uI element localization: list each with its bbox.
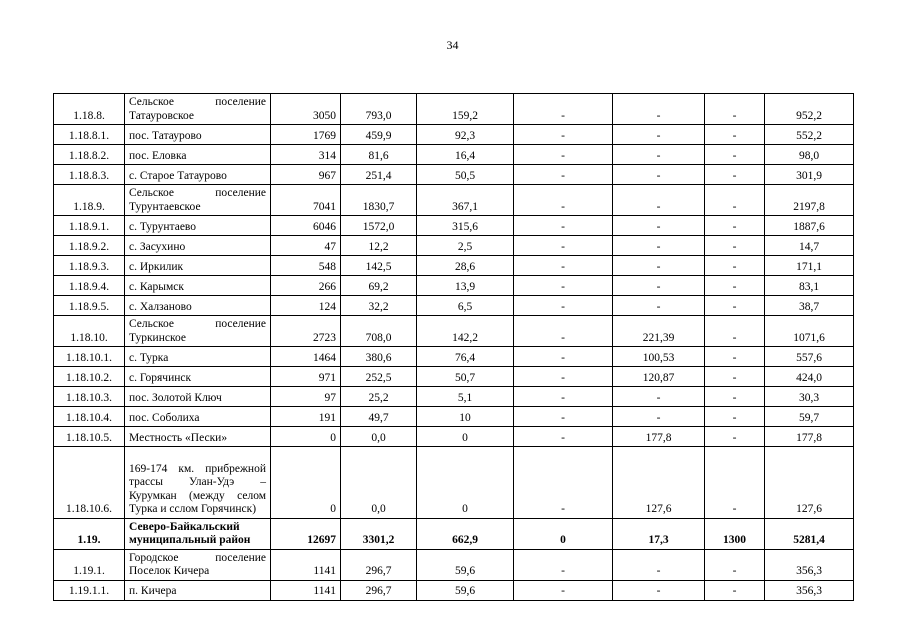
cell-col-1: 266	[271, 276, 341, 296]
cell-name: с. Халзаново	[125, 296, 271, 316]
cell-col-3: 59,6	[417, 549, 514, 580]
cell-col-3: 5,1	[417, 387, 514, 407]
cell-code: 1.18.8.	[54, 94, 125, 125]
cell-code: 1.18.9.5.	[54, 296, 125, 316]
cell-col-7: 177,8	[765, 427, 854, 447]
cell-code: 1.19.	[54, 518, 125, 549]
cell-col-3: 142,2	[417, 316, 514, 347]
cell-code: 1.18.10.	[54, 316, 125, 347]
cell-code: 1.18.10.4.	[54, 407, 125, 427]
table-row	[54, 518, 854, 549]
cell-col-7: 356,3	[765, 549, 854, 580]
cell-col-2: 380,6	[341, 347, 417, 367]
cell-col-7: 59,7	[765, 407, 854, 427]
table-row	[54, 427, 854, 447]
cell-col-2: 25,2	[341, 387, 417, 407]
cell-col-5: -	[613, 125, 705, 145]
cell-col-4: -	[514, 387, 613, 407]
cell-col-6: -	[705, 427, 765, 447]
cell-name: с. Старое Татаурово	[125, 165, 271, 185]
cell-name: Городское поселение Поселок Кичера	[125, 549, 271, 580]
cell-col-5: -	[613, 145, 705, 165]
cell-col-5: -	[613, 296, 705, 316]
cell-col-7: 171,1	[765, 256, 854, 276]
cell-name: с. Засухино	[125, 236, 271, 256]
page-number: 34	[446, 38, 459, 52]
cell-col-7: 356,3	[765, 580, 854, 600]
cell-col-1: 1464	[271, 347, 341, 367]
cell-col-5: -	[613, 276, 705, 296]
table-row	[54, 296, 854, 316]
cell-col-7: 30,3	[765, 387, 854, 407]
cell-col-1: 7041	[271, 185, 341, 216]
table-row	[54, 236, 854, 256]
cell-col-7: 83,1	[765, 276, 854, 296]
table-row	[54, 256, 854, 276]
cell-col-3: 50,5	[417, 165, 514, 185]
cell-col-7: 14,7	[765, 236, 854, 256]
cell-col-3: 2,5	[417, 236, 514, 256]
cell-code: 1.18.9.	[54, 185, 125, 216]
cell-col-1: 1141	[271, 549, 341, 580]
cell-col-6: -	[705, 347, 765, 367]
cell-col-5: -	[613, 165, 705, 185]
cell-col-4: -	[514, 367, 613, 387]
cell-col-5: -	[613, 236, 705, 256]
cell-name: с. Иркилик	[125, 256, 271, 276]
cell-name: с. Горячинск	[125, 367, 271, 387]
cell-code: 1.19.1.1.	[54, 580, 125, 600]
cell-col-7: 952,2	[765, 94, 854, 125]
cell-code: 1.18.9.2.	[54, 236, 125, 256]
cell-col-6: -	[705, 447, 765, 519]
cell-col-7: 301,9	[765, 165, 854, 185]
cell-col-7: 38,7	[765, 296, 854, 316]
cell-col-3: 159,2	[417, 94, 514, 125]
cell-col-2: 49,7	[341, 407, 417, 427]
cell-col-1: 124	[271, 296, 341, 316]
cell-col-1: 3050	[271, 94, 341, 125]
cell-name: Северо-Байкальский муниципальный район	[125, 518, 271, 549]
cell-col-1: 548	[271, 256, 341, 276]
cell-col-1: 967	[271, 165, 341, 185]
cell-col-5: -	[613, 185, 705, 216]
cell-code: 1.18.8.2.	[54, 145, 125, 165]
cell-col-6: -	[705, 236, 765, 256]
cell-col-4: -	[514, 94, 613, 125]
cell-col-2: 32,2	[341, 296, 417, 316]
cell-col-7: 557,6	[765, 347, 854, 367]
cell-col-7: 127,6	[765, 447, 854, 519]
cell-code: 1.18.10.5.	[54, 427, 125, 447]
cell-col-5: -	[613, 580, 705, 600]
cell-name: Местность «Пески»	[125, 427, 271, 447]
cell-col-7: 98,0	[765, 145, 854, 165]
cell-col-5: -	[613, 407, 705, 427]
cell-col-1: 1141	[271, 580, 341, 600]
cell-col-2: 0,0	[341, 447, 417, 519]
cell-col-1: 191	[271, 407, 341, 427]
cell-col-4: -	[514, 256, 613, 276]
cell-col-7: 5281,4	[765, 518, 854, 549]
cell-col-6: -	[705, 276, 765, 296]
cell-col-2: 296,7	[341, 549, 417, 580]
cell-col-6: -	[705, 367, 765, 387]
cell-col-7: 552,2	[765, 125, 854, 145]
cell-col-5: 127,6	[613, 447, 705, 519]
table-row	[54, 316, 854, 347]
cell-col-1: 97	[271, 387, 341, 407]
table-row	[54, 407, 854, 427]
cell-code: 1.18.10.1.	[54, 347, 125, 367]
cell-col-3: 16,4	[417, 145, 514, 165]
cell-col-4: -	[514, 216, 613, 236]
cell-col-6: -	[705, 165, 765, 185]
cell-col-1: 0	[271, 447, 341, 519]
cell-name: с. Турка	[125, 347, 271, 367]
table-row	[54, 94, 854, 125]
cell-code: 1.18.8.1.	[54, 125, 125, 145]
table-row	[54, 216, 854, 236]
cell-col-3: 6,5	[417, 296, 514, 316]
cell-col-5: -	[613, 216, 705, 236]
cell-col-4: -	[514, 236, 613, 256]
cell-col-3: 315,6	[417, 216, 514, 236]
cell-col-2: 69,2	[341, 276, 417, 296]
cell-col-6: -	[705, 256, 765, 276]
cell-code: 1.18.10.3.	[54, 387, 125, 407]
cell-col-5: 177,8	[613, 427, 705, 447]
cell-col-2: 81,6	[341, 145, 417, 165]
cell-code: 1.18.8.3.	[54, 165, 125, 185]
cell-col-4: 0	[514, 518, 613, 549]
cell-col-7: 1887,6	[765, 216, 854, 236]
cell-col-1: 12697	[271, 518, 341, 549]
cell-name: пос. Татаурово	[125, 125, 271, 145]
cell-name: с. Турунтаево	[125, 216, 271, 236]
cell-col-6: -	[705, 549, 765, 580]
cell-name: пос. Золотой Ключ	[125, 387, 271, 407]
cell-col-3: 0	[417, 427, 514, 447]
cell-name: пос. Еловка	[125, 145, 271, 165]
cell-name: Сельское поселение Татауровское	[125, 94, 271, 125]
cell-col-7: 424,0	[765, 367, 854, 387]
table-row	[54, 367, 854, 387]
cell-col-2: 708,0	[341, 316, 417, 347]
cell-col-1: 2723	[271, 316, 341, 347]
cell-col-4: -	[514, 580, 613, 600]
cell-code: 1.18.9.3.	[54, 256, 125, 276]
cell-name: 169-174 км. прибрежной трассы Улан-Удэ – Курумкан (между селом Турка и сслом Горячинск)	[125, 447, 271, 519]
cell-col-5: -	[613, 94, 705, 125]
cell-name: с. Карымск	[125, 276, 271, 296]
cell-col-6: -	[705, 316, 765, 347]
cell-col-1: 314	[271, 145, 341, 165]
cell-col-1: 0	[271, 427, 341, 447]
cell-col-2: 1830,7	[341, 185, 417, 216]
cell-col-4: -	[514, 427, 613, 447]
cell-col-6: -	[705, 94, 765, 125]
cell-col-1: 1769	[271, 125, 341, 145]
table-row	[54, 125, 854, 145]
cell-col-3: 28,6	[417, 256, 514, 276]
cell-col-4: -	[514, 125, 613, 145]
table-row	[54, 145, 854, 165]
cell-code: 1.18.9.4.	[54, 276, 125, 296]
cell-col-6: 1300	[705, 518, 765, 549]
cell-col-3: 13,9	[417, 276, 514, 296]
cell-col-6: -	[705, 580, 765, 600]
cell-col-1: 971	[271, 367, 341, 387]
cell-col-6: -	[705, 296, 765, 316]
cell-col-7: 2197,8	[765, 185, 854, 216]
cell-col-6: -	[705, 145, 765, 165]
cell-col-2: 459,9	[341, 125, 417, 145]
cell-col-6: -	[705, 387, 765, 407]
cell-col-6: -	[705, 407, 765, 427]
cell-col-2: 251,4	[341, 165, 417, 185]
cell-col-1: 6046	[271, 216, 341, 236]
table-row	[54, 165, 854, 185]
cell-name: п. Кичера	[125, 580, 271, 600]
table-row	[54, 580, 854, 600]
cell-name: Сельское поселение Турунтаевское	[125, 185, 271, 216]
table-row	[54, 387, 854, 407]
table-row	[54, 447, 854, 519]
cell-col-4: -	[514, 185, 613, 216]
cell-code: 1.18.9.1.	[54, 216, 125, 236]
cell-col-3: 0	[417, 447, 514, 519]
cell-code: 1.19.1.	[54, 549, 125, 580]
cell-col-5: -	[613, 387, 705, 407]
cell-col-2: 1572,0	[341, 216, 417, 236]
cell-col-7: 1071,6	[765, 316, 854, 347]
cell-col-5: 17,3	[613, 518, 705, 549]
cell-col-4: -	[514, 347, 613, 367]
cell-col-2: 793,0	[341, 94, 417, 125]
cell-col-5: 100,53	[613, 347, 705, 367]
cell-col-3: 10	[417, 407, 514, 427]
cell-col-3: 50,7	[417, 367, 514, 387]
cell-name: Сельское поселение Туркинское	[125, 316, 271, 347]
cell-col-4: -	[514, 447, 613, 519]
cell-col-2: 252,5	[341, 367, 417, 387]
cell-col-5: 221,39	[613, 316, 705, 347]
cell-name: пос. Соболиха	[125, 407, 271, 427]
cell-col-4: -	[514, 316, 613, 347]
cell-col-4: -	[514, 145, 613, 165]
cell-col-1: 47	[271, 236, 341, 256]
cell-col-6: -	[705, 216, 765, 236]
cell-col-6: -	[705, 125, 765, 145]
cell-col-4: -	[514, 165, 613, 185]
table-row	[54, 549, 854, 580]
cell-col-6: -	[705, 185, 765, 216]
table-row	[54, 347, 854, 367]
cell-col-3: 662,9	[417, 518, 514, 549]
cell-col-2: 296,7	[341, 580, 417, 600]
table-row	[54, 185, 854, 216]
cell-col-5: 120,87	[613, 367, 705, 387]
cell-col-4: -	[514, 296, 613, 316]
cell-code: 1.18.10.6.	[54, 447, 125, 519]
table-body	[54, 94, 854, 601]
cell-col-5: -	[613, 549, 705, 580]
cell-col-4: -	[514, 276, 613, 296]
data-table	[53, 93, 854, 601]
cell-col-2: 0,0	[341, 427, 417, 447]
cell-col-2: 142,5	[341, 256, 417, 276]
cell-col-3: 59,6	[417, 580, 514, 600]
cell-col-4: -	[514, 407, 613, 427]
cell-col-2: 3301,2	[341, 518, 417, 549]
table-row	[54, 276, 854, 296]
cell-col-4: -	[514, 549, 613, 580]
cell-col-3: 92,3	[417, 125, 514, 145]
cell-col-2: 12,2	[341, 236, 417, 256]
cell-col-3: 367,1	[417, 185, 514, 216]
cell-col-5: -	[613, 256, 705, 276]
cell-code: 1.18.10.2.	[54, 367, 125, 387]
cell-col-3: 76,4	[417, 347, 514, 367]
